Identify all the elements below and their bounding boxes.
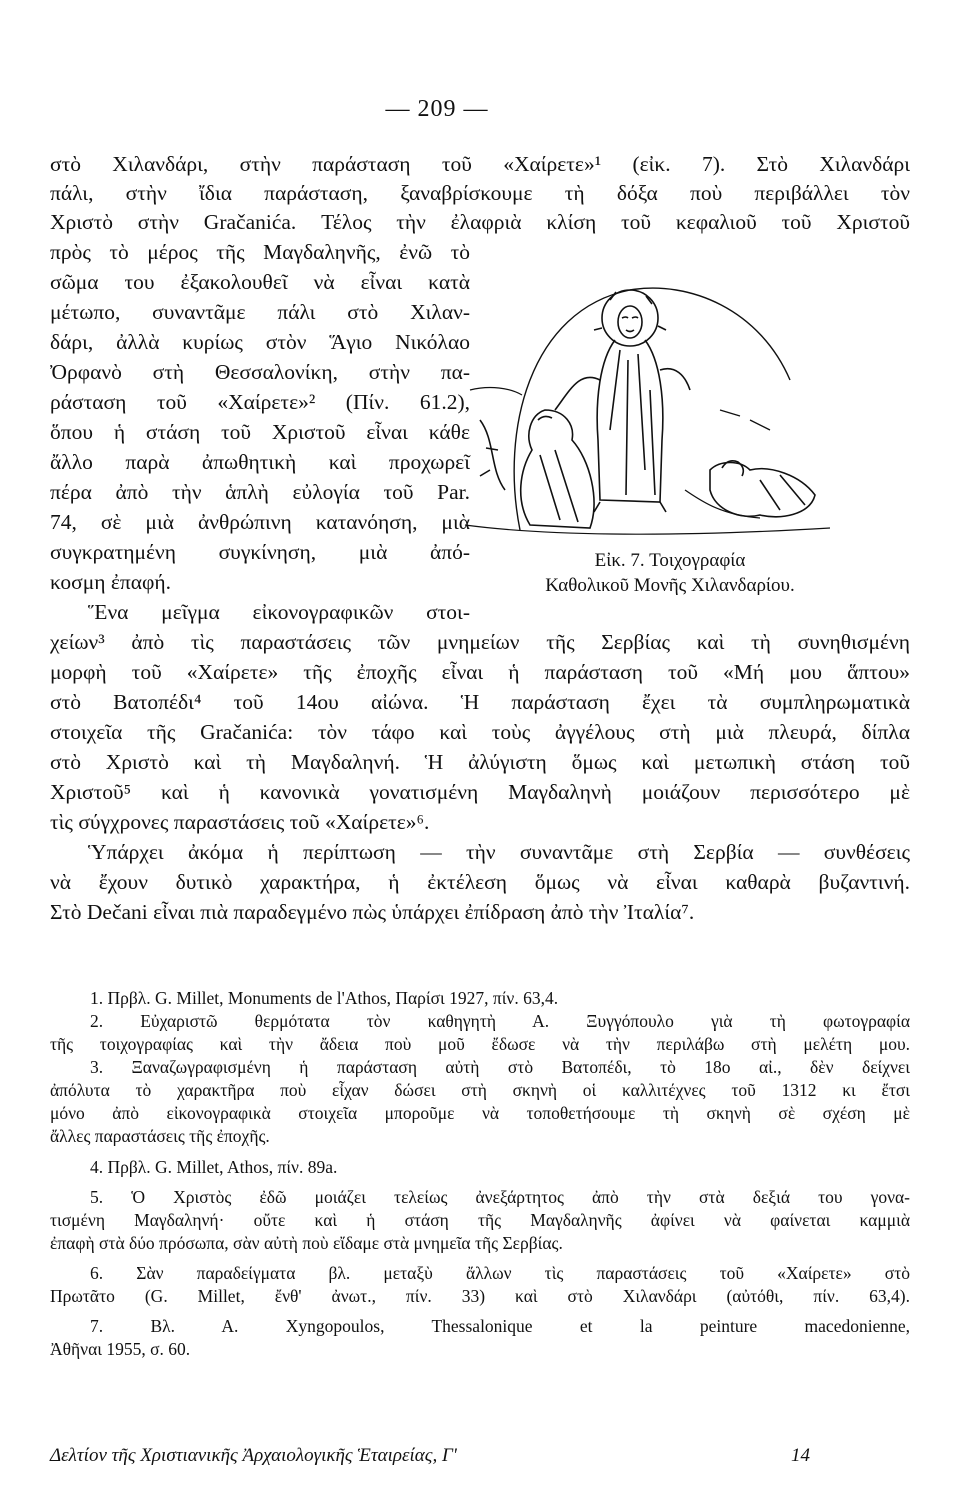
body-line: κοσμη ἐπαφή. <box>50 570 172 594</box>
body-line: Χριστοῦ⁵ καὶ ἡ κανονικὰ γονατισμένη Μαγδαληνὴ μοιάζουν περισσότερο μὲ <box>50 780 910 804</box>
body-line: μέτωπο, συναντᾶμε πάλι στὸ Χιλαν- <box>50 300 470 324</box>
body-line: Στὸ Dečani εἶναι πιὰ παραδεγμένο πὼς ὑπάρχει ἐπίδραση ἀπὸ τὴν Ἰταλία⁷. <box>50 900 695 924</box>
body-line: ὅπου ἡ στάση τοῦ Χριστοῦ εἶναι κάθε <box>50 420 470 444</box>
body-line: πέρα ἀπὸ τὴν ἁπλὴ εὐλογία τοῦ Par. <box>50 480 470 504</box>
body-line: δάρι, ἀλλὰ κυρίως στὸν Ἅγιο Νικόλαο <box>50 330 470 354</box>
body-line: Ὑπάρχει ἀκόμα ἡ περίπτωση — τὴν συναντᾶμε στὴ Σερβία — συνθέσεις <box>88 840 910 864</box>
footnote: 5. Ὁ Χριστὸς ἐδῶ μοιάζει τελείως ἀνεξάρτητος ἀπὸ τὴν στὰ δεξιά του γονα- <box>90 1187 910 1207</box>
body-line: Χριστὸ στὴν Gračanića. Τέλος τὴν ἐλαφριὰ κλίση τοῦ κεφαλιοῦ τοῦ Χριστοῦ <box>50 210 910 234</box>
body-line: στὸ Βατοπέδι⁴ τοῦ 14ου αἰώνα. Ἡ παράσταση ἔχει τὰ συμπληρωματικὰ <box>50 690 910 714</box>
footnote: μόνο ἀπὸ εἰκονογραφικὰ στοιχεῖα μποροῦμε νὰ τοποθετήσουμε τὴ σκηνὴ σὲ σχέση μὲ <box>50 1103 910 1123</box>
body-line: μορφὴ τοῦ «Χαίρετε» τῆς ἐποχῆς εἶναι ἡ παράσταση τοῦ «Μή μου ἅπτου» <box>50 660 910 684</box>
footnote: 7. Βλ. Α. Xyngopoulos, Thessalonique et la peinture macedonienne, <box>90 1316 910 1336</box>
body-line: 74, σὲ μιὰ ἀνθρώπινη κατανόηση, μιὰ <box>50 510 470 534</box>
figure-caption: Καθολικοῦ Μονῆς Χιλανδαρίου. <box>545 575 795 596</box>
body-line: συγκρατημένη συγκίνηση, μιὰ ἀπό- <box>50 540 470 564</box>
journal-title: Δελτίον τῆς Χριστιανικῆς Ἀρχαιολογικῆς Ἑταιρείας, Γ' <box>50 1445 457 1466</box>
page-number: — 209 — <box>385 96 489 122</box>
body-line: πρὸς τὸ μέρος τῆς Μαγδαληνῆς, ἐνῶ τὸ <box>50 240 470 264</box>
body-line: Ἕνα μεῖγμα εἰκονογραφικῶν στοι- <box>88 600 470 624</box>
footnote: ἀπόλυτα τὸ χαρακτῆρα ποὺ εἶχαν δώσει στὴ σκηνὴ οἱ καλλιτέχνες τοῦ 1312 κι ἔτσι <box>50 1080 910 1100</box>
fresco-drawing <box>460 270 840 540</box>
body-line: τὶς σύγχρονες παραστάσεις τοῦ «Χαίρετε»⁶. <box>50 810 430 834</box>
footnote: 6. Σὰν παραδείγματα βλ. μεταξὺ ἄλλων τὶς παραστάσεις τοῦ «Χαίρετε» στὸ <box>90 1263 910 1283</box>
body-line: ἄλλο παρὰ ἀπωθητικὴ καὶ προχωρεῖ <box>50 450 470 474</box>
body-line: ράσταση τοῦ «Χαίρετε»² (Πίν. 61.2), <box>50 390 470 414</box>
body-line: στὸ Χιλανδάρι, στὴν παράσταση τοῦ «Χαίρετε»¹ (εἰκ. 7). Στὸ Χιλανδάρι <box>50 152 910 176</box>
body-line: σῶμα του ἐξακολουθεῖ νὰ εἶναι κατὰ <box>50 270 470 294</box>
journal-issue: 14 <box>791 1445 810 1466</box>
footnote: Ἀθῆναι 1955, σ. 60. <box>50 1339 191 1359</box>
body-line: χείων³ ἀπὸ τὶς παραστάσεις τῶν μνημείων τῆς Σερβίας καὶ τὴ συνηθισμένη <box>50 630 910 654</box>
footnote: ἄλλες παραστάσεις τῆς ἐποχῆς. <box>50 1126 270 1146</box>
footnote: 1. Πρβλ. G. Millet, Monuments de l'Athos, Παρίσι 1927, πίν. 63,4. <box>90 988 559 1008</box>
footnote: τισμένη Μαγδαληνή· οὔτε καὶ ἡ στάση τῆς Μαγδαληνῆς ἀφίνει νὰ φαίνεται καμμιὰ <box>50 1210 910 1230</box>
footnote: 2. Εὐχαριστῶ θερμότατα τὸν καθηγητὴ Α. Ξυγγόπουλο γιὰ τὴ φωτογραφία <box>90 1011 910 1031</box>
body-line: Ὀρφανὸ στὴ Θεσσαλονίκη, στὴν πα- <box>50 360 470 384</box>
footnote: τῆς τοιχογραφίας καὶ τὴν ἄδεια ποὺ μοῦ ἔδωσε νὰ τὴν περιλάβω στὴ μελέτη μου. <box>50 1034 910 1054</box>
body-line: νὰ ἔχουν δυτικὸ χαρακτήρα, ἡ ἐκτέλεση ὅμως νὰ εἶναι καθαρὰ βυζαντινή. <box>50 870 910 894</box>
body-line: πάλι, στὴν ἴδια παράσταση, ξαναβρίσκουμε τὴ δόξα ποὺ περιβάλλει τὸν <box>50 181 910 205</box>
footnote: 3. Ξαναζωγραφισμένη ἡ παράσταση αὐτὴ στὸ Βατοπέδι, τὸ 18ο αἰ., δὲν δείχνει <box>90 1057 910 1077</box>
footnote: ἐπαφὴ στὰ δύο πρόσωπα, σὰν αὐτὴ ποὺ εἴδαμε στὰ μνημεῖα τῆς Σερβίας. <box>50 1233 563 1253</box>
journal-footer <box>50 1445 810 1467</box>
footnote: 4. Πρβλ. G. Millet, Athos, πίν. 89a. <box>90 1157 338 1177</box>
body-line: στοιχεῖα τῆς Gračanića: τὸν τάφο καὶ τοὺς ἀγγέλους στὴ μιὰ πλευρά, δίπλα <box>50 720 910 744</box>
body-line: στὸ Χριστὸ καὶ τὴ Μαγδαληνή. Ἡ ἀλύγιστη ὅμως καὶ μετωπικὴ στάση τοῦ <box>50 750 910 774</box>
footnote: Πρωτᾶτο (G. Millet, ἔνθ' ἀνωτ., πίν. 33) καὶ στὸ Χιλανδάρι (αὐτόθι, πίν. 63,4). <box>50 1286 910 1306</box>
figure-caption: Εἰκ. 7. Τοιχογραφία <box>594 550 746 571</box>
